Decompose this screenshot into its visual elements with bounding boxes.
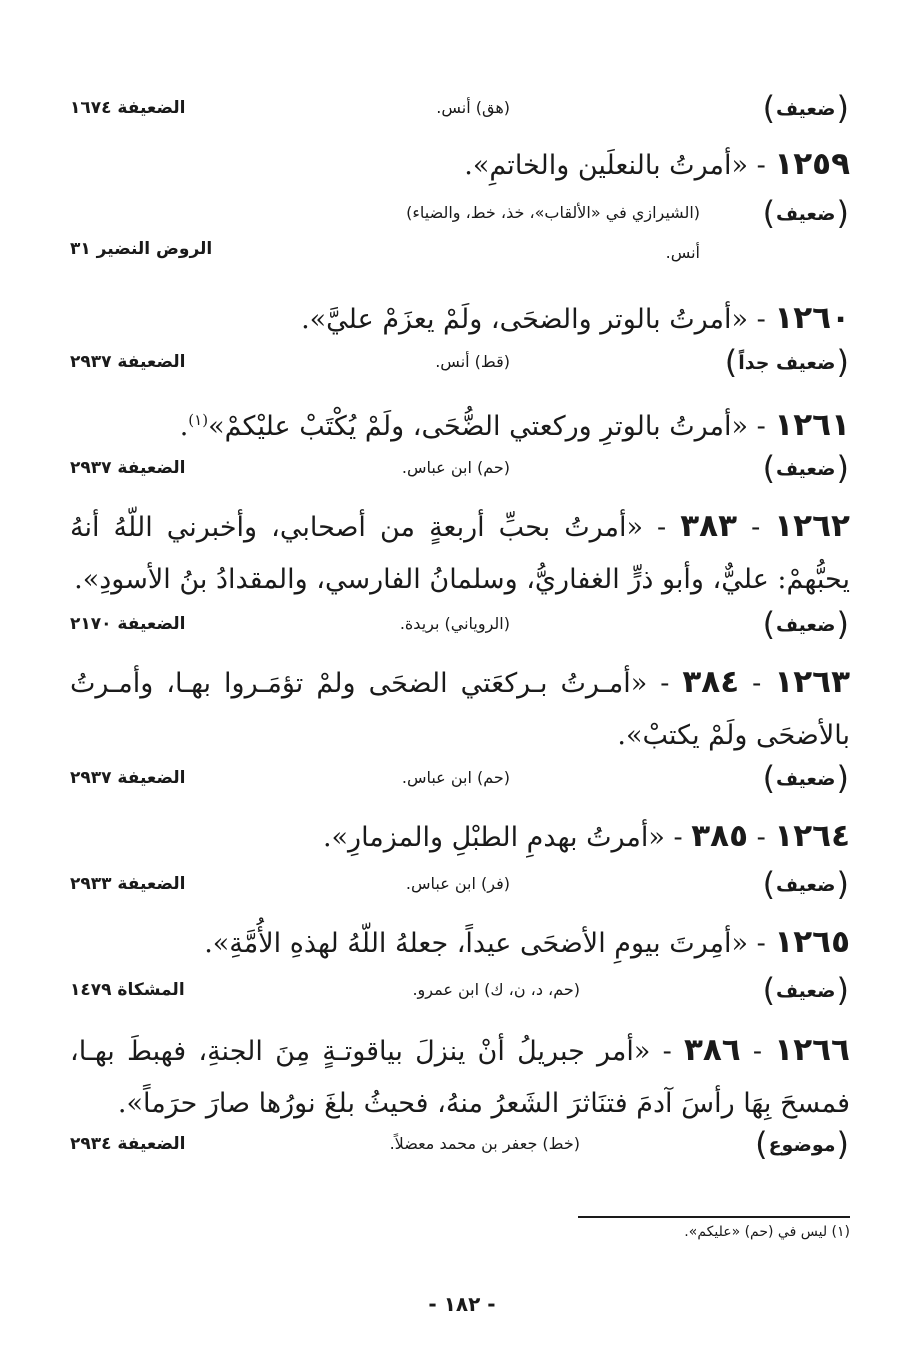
- sub-number: ٣٨٥: [691, 818, 748, 854]
- source-text: (حم، د، ن، ك) ابن عمرو.: [412, 980, 580, 999]
- hadith-text: «أمرتُ بهدمِ الطبْلِ والمزمارِ».: [322, 822, 665, 853]
- hadith-text: «أمرتُ بالوترِ وركعتي الضُّحَى، ولَمْ يُكْتَبْ عليْكمْ»: [208, 411, 748, 442]
- hadith-entry: ١٢٦٣ - ٣٨٤ - «أمـرتُ بـركعَتي الضحَى ولمْ تؤمَـروا بهـا، وأمـرتُ بالأضحَى ولَمْ يكتبْ».: [70, 664, 850, 751]
- reference-text: الضعيفة ٢٩٣٣: [70, 874, 186, 894]
- grade-label: (ضعيف): [762, 89, 849, 127]
- grade-row: [70, 90, 850, 130]
- grade-label: (ضعيف): [762, 759, 849, 797]
- grade-row: [70, 1126, 850, 1166]
- hadith-text-end: .: [179, 411, 189, 442]
- grade-label: (ضعيف): [762, 865, 849, 903]
- source-text: (هق) أنس.: [436, 98, 510, 117]
- source-text: (حم) ابن عباس.: [401, 458, 510, 477]
- hadith-entry: ١٢٦٤ - ٣٨٥ - «أمرتُ بهدمِ الطبْلِ والمزمارِ».: [322, 818, 850, 854]
- source-text: (الشيرازي في «الألقاب»، خذ، خط، والضياء): [406, 203, 700, 222]
- source-text: (فر) ابن عباس.: [405, 874, 510, 893]
- hadith-number: ١٢٦١: [774, 407, 850, 443]
- source-text: (الروياني) بريدة.: [399, 614, 510, 633]
- hadith-entry: ١٢٦٠ - «أمرتُ بالوتر والضحَى، ولَمْ يعزَمْ عليَّ».: [301, 300, 850, 336]
- reference-text: الضعيفة ٢٩٣٧: [70, 458, 186, 478]
- reference-text: المشكاة ١٤٧٩: [70, 980, 185, 1000]
- grade-row: [70, 450, 850, 490]
- reference-text: الضعيفة ٢١٧٠: [70, 614, 186, 634]
- sub-number: ٣٨٣: [680, 508, 738, 544]
- grade-row: [70, 195, 850, 267]
- sub-number: ٣٨٦: [683, 1032, 741, 1068]
- footnote-marker: (١): [188, 411, 209, 429]
- grade-label: (ضعيف): [762, 605, 849, 643]
- source-text-continued: أنس.: [665, 243, 700, 262]
- hadith-number: ١٢٦٥: [774, 924, 850, 960]
- grade-label: (ضعيف): [762, 971, 849, 1009]
- reference-text: الضعيفة ٢٩٣٤: [70, 1134, 186, 1154]
- reference-text: الضعيفة ٢٩٣٧: [70, 768, 186, 788]
- grade-row: [70, 866, 850, 906]
- grade-row: [70, 344, 850, 384]
- footnote-divider: [578, 1216, 850, 1218]
- grade-label: (ضعيف): [762, 449, 849, 487]
- grade-row: [70, 972, 850, 1012]
- hadith-text: «أمرتُ بالوتر والضحَى، ولَمْ يعزَمْ عليَّ».: [301, 304, 748, 335]
- hadith-text: «أمرتُ بحبِّ أربعةٍ من أصحابي، وأخبرني اللّهُ أنهُ يحبُّهمْ: عليٌّ، وأبو ذرٍّ الغفاريُّ، وسلمانُ الفارسي، والمقدادُ بنُ الأسودِ».: [70, 512, 850, 595]
- grade-label: (ضعيف): [762, 194, 849, 232]
- hadith-entry: ١٢٦٥ - «أمِرتَ بيومِ الأضحَى عيداً، جعلهُ اللّهُ لهذهِ الأُمَّةِ».: [204, 924, 850, 960]
- hadith-text: «أمِرتَ بيومِ الأضحَى عيداً، جعلهُ اللّهُ لهذهِ الأُمَّةِ».: [204, 928, 748, 959]
- hadith-number: ١٢٦٠: [774, 300, 850, 336]
- reference-text: الضعيفة ٢٩٣٧: [70, 352, 186, 372]
- grade-label: (موضوع): [755, 1125, 849, 1163]
- hadith-text: «أمرتُ بالنعلَين والخاتمِ».: [464, 150, 748, 181]
- hadith-text: «أمـرتُ بـركعَتي الضحَى ولمْ تؤمَـروا بهـا، وأمـرتُ بالأضحَى ولَمْ يكتبْ».: [70, 668, 850, 751]
- hadith-entry: ١٢٥٩ - «أمرتُ بالنعلَين والخاتمِ».: [464, 146, 850, 182]
- page-number: - ١٨٢ -: [428, 1292, 496, 1316]
- reference-text: الضعيفة ١٦٧٤: [70, 98, 186, 118]
- source-text: (حم) ابن عباس.: [401, 768, 510, 787]
- reference-text: الروض النضير ٣١: [70, 239, 213, 259]
- hadith-number: ١٢٦٣: [774, 664, 850, 700]
- grade-label: (ضعيف جداً): [724, 343, 849, 381]
- hadith-entry: ١٢٦٦ - ٣٨٦ - «أمر جبريلُ أنْ ينزلَ بياقوتـةٍ مِنَ الجنةِ، فهبطَ بهـا، فمسحَ بِهَا رأسَ آدمَ فتنَاثرَ الشَعرُ منهُ، فحيثُ بلغَ نورُها صارَ حرَماً».: [70, 1032, 850, 1119]
- grade-row: [70, 606, 850, 646]
- source-text: (قط) أنس.: [435, 352, 510, 371]
- footnote: (١) ليس في (حم) «عليكم».: [684, 1224, 850, 1240]
- hadith-entry: ١٢٦٢ - ٣٨٣ - «أمرتُ بحبِّ أربعةٍ من أصحابي، وأخبرني اللّهُ أنهُ يحبُّهمْ: عليٌّ، وأبو ذرٍّ الغفاريُّ، وسلمانُ الفارسي، والمقدادُ بنُ الأسودِ».: [70, 508, 850, 595]
- hadith-entry: ١٢٦١ - «أمرتُ بالوترِ وركعتي الضُّحَى، ولَمْ يُكْتَبْ عليْكمْ»$^{(١)}$.: [179, 407, 850, 443]
- hadith-number: ١٢٦٦: [774, 1032, 850, 1068]
- source-text: (خط) جعفر بن محمد معضلاً.: [389, 1134, 580, 1153]
- hadith-number: ١٢٥٩: [774, 146, 850, 182]
- hadith-text: «أمر جبريلُ أنْ ينزلَ بياقوتـةٍ مِنَ الجنةِ، فهبطَ بهـا، فمسحَ بِهَا رأسَ آدمَ فتنَاثرَ الشَعرُ منهُ، فحيثُ بلغَ نورُها صارَ حرَماً».: [70, 1036, 850, 1119]
- hadith-number: ١٢٦٢: [774, 508, 850, 544]
- hadith-number: ١٢٦٤: [774, 818, 850, 854]
- sub-number: ٣٨٤: [682, 664, 740, 700]
- grade-row: [70, 760, 850, 800]
